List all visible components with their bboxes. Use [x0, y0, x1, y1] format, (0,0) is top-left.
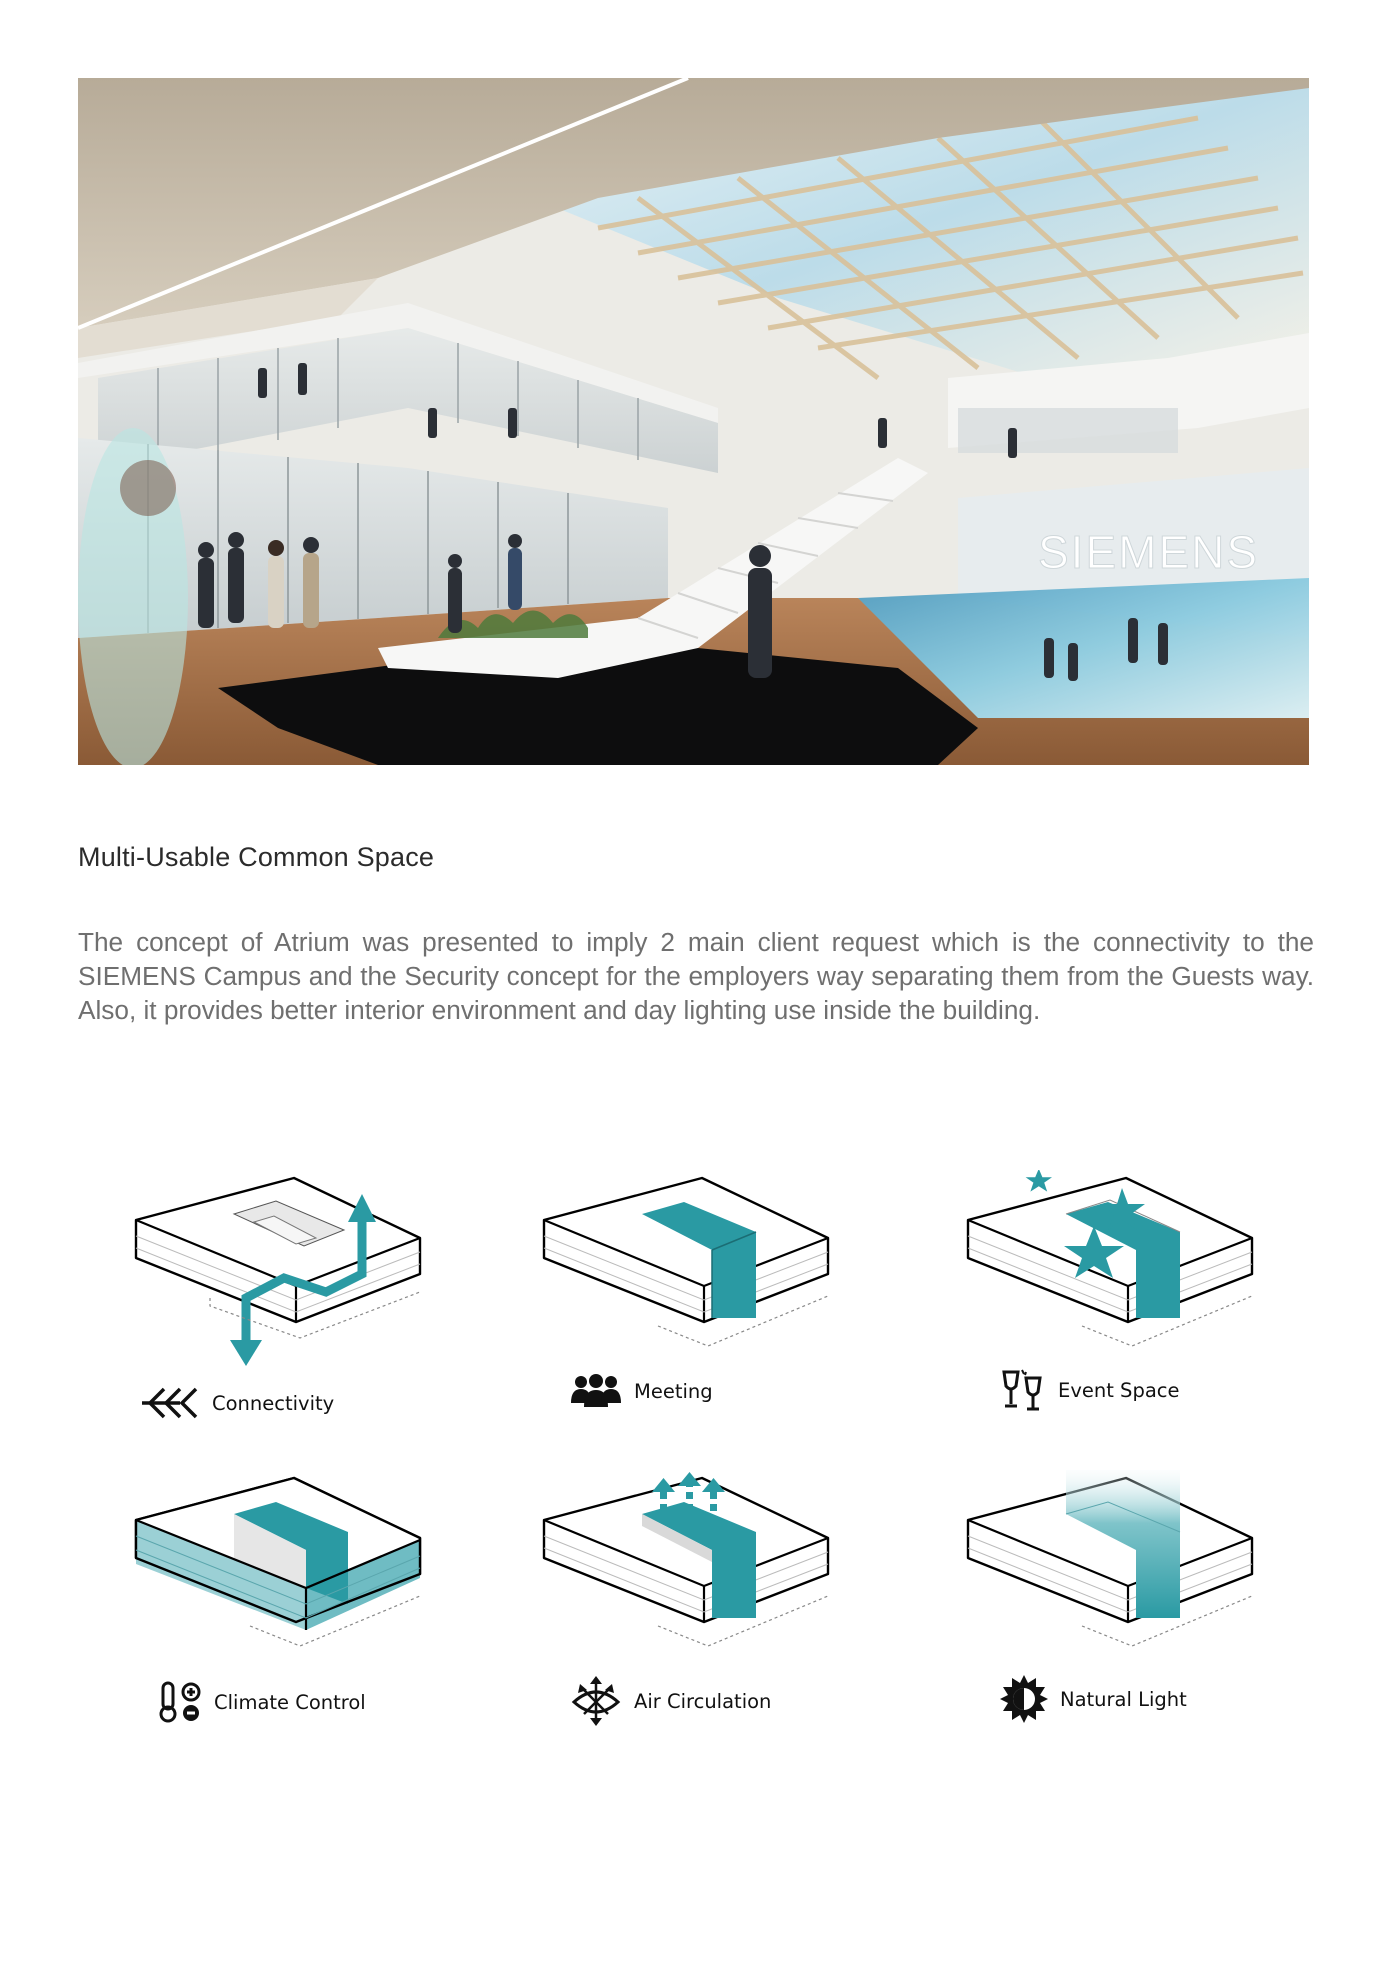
thermometer-plus-minus-icon — [158, 1680, 202, 1724]
label-connectivity — [140, 1385, 334, 1421]
diagram-connectivity — [130, 1170, 430, 1370]
diagram-climate-control — [130, 1470, 430, 1670]
section-paragraph — [78, 925, 1314, 1027]
air-arrows-icon — [570, 1676, 622, 1726]
label-text: Air Circulation — [634, 1689, 772, 1713]
label-text: Connectivity — [212, 1391, 335, 1415]
section-heading: Multi-Usable Common Space — [78, 842, 435, 872]
wall-sign: SIEMENS — [1038, 526, 1260, 578]
hero-atrium-rendering — [78, 78, 1309, 765]
label-meeting — [570, 1373, 713, 1409]
paragraph-text: The concept of Atrium was presented to imply 2 main client request which is the connectivity to the SIEMENS Campus and the Security concept for the employers way separating them from the Guests way. Also, it provides better interior environment and day lighting use inside the building. — [78, 927, 1314, 1025]
label-climate-control — [158, 1680, 366, 1724]
label-text: Natural Light — [1060, 1687, 1187, 1711]
sun-half-icon — [1000, 1675, 1048, 1723]
wine-glasses-icon — [1000, 1368, 1046, 1412]
diagram-air-circulation — [538, 1470, 838, 1670]
diagram-meeting — [538, 1170, 838, 1370]
diagram-natural-light — [962, 1470, 1262, 1670]
label-air-circulation — [570, 1676, 771, 1726]
label-text: Climate Control — [214, 1690, 366, 1714]
label-event-space — [1000, 1368, 1180, 1412]
label-text: Meeting — [634, 1379, 713, 1403]
people-group-icon — [570, 1373, 622, 1409]
diagram-event-space — [962, 1170, 1262, 1370]
label-natural-light — [1000, 1675, 1187, 1723]
double-arrow-left-icon — [140, 1385, 200, 1421]
label-text: Event Space — [1058, 1378, 1180, 1402]
